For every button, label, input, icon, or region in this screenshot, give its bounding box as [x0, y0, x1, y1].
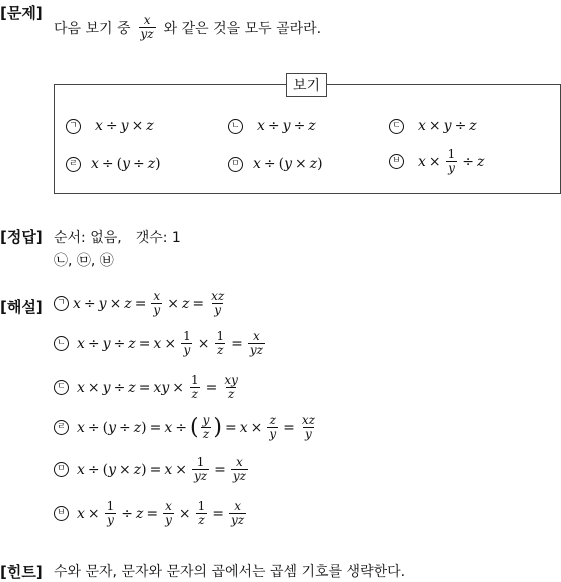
choices-box [54, 84, 561, 194]
explanation-label: [해설] [0, 298, 43, 316]
problem-fraction: $\frac{x}{yz}$ [140, 13, 154, 41]
choice-4: ㄹ x ÷ ( y ÷ z ) [66, 156, 161, 172]
choice-mark: ㄴ [54, 336, 69, 351]
answer-line-1: 순서: 없음, 갯수: 1 [54, 230, 181, 246]
choice-5: ㅁ x ÷ ( y × z ) [228, 156, 323, 172]
choice-mark: ㄱ [66, 119, 81, 134]
choice-mark: ㅁ [228, 157, 243, 172]
choices-box-title: 보기 [286, 73, 327, 97]
choice-mark: ㄱ [54, 296, 69, 311]
explanation-step-2: ㄴ x ÷ y ÷ z = x × $\frac{1}{y}$ × $\frac{1}{z}$ = $\frac{x}{yz}$ [54, 330, 267, 357]
choice-mark: ㄹ [66, 157, 81, 172]
problem-text-after: 와 같은 것을 모두 골라라. [163, 20, 322, 37]
hint-label: [힌트] [0, 563, 43, 581]
choice-mark: ㄴ [228, 119, 243, 134]
explanation-step-4: ㄹ x ÷ ( y ÷ z ) = x ÷ ( $\frac{y}{z}$ ) = x × $\frac{z}{y}$ = $\frac{xz}{y}$ [54, 414, 319, 441]
choice-mark: ㅂ [54, 506, 69, 521]
choice-mark: ㅂ [389, 154, 404, 169]
choice-mark: ㅁ [54, 462, 69, 477]
explanation-step-3: ㄷ x × y ÷ z = xy × $\frac{1}{z}$ = $\frac{xy}{z}$ [54, 374, 242, 401]
hint-text: 수와 문자, 문자와 문자의 곱에서는 곱셈 기호를 생략한다. [54, 564, 406, 580]
choice-2: ㄴ x ÷ y ÷ z [228, 118, 316, 134]
problem-text-before: 다음 보기 중 [54, 20, 131, 37]
problem-statement [54, 14, 321, 41]
explanation-step-6: ㅂ x × $\frac{1}{y}$ ÷ z = $\frac{x}{y}$ × $\frac{1}{z}$ = $\frac{x}{yz}$ [54, 500, 248, 527]
choice-mark: ㄷ [54, 380, 69, 395]
answer-line-2: ㉡, ㉤, ㉥ [54, 253, 114, 269]
choice-6: ㅂ x × $\frac{1}{y}$ ÷ z [389, 148, 484, 175]
choice-1: ㄱ x ÷ y × z [66, 118, 154, 134]
choice-mark: ㄹ [54, 420, 69, 435]
answer-label: [정답] [0, 228, 43, 246]
problem-label: [문제] [0, 4, 43, 22]
explanation-step-1: ㄱ x ÷ y × z = $\frac{x}{y}$ × z = $\frac{xz}{y}$ [54, 290, 228, 317]
choice-3: ㄷ x × y ÷ z [389, 118, 477, 134]
choice-mark: ㄷ [389, 119, 404, 134]
explanation-step-5: ㅁ x ÷ ( y × z ) = x × $\frac{1}{yz}$ = $\frac{x}{yz}$ [54, 456, 250, 483]
